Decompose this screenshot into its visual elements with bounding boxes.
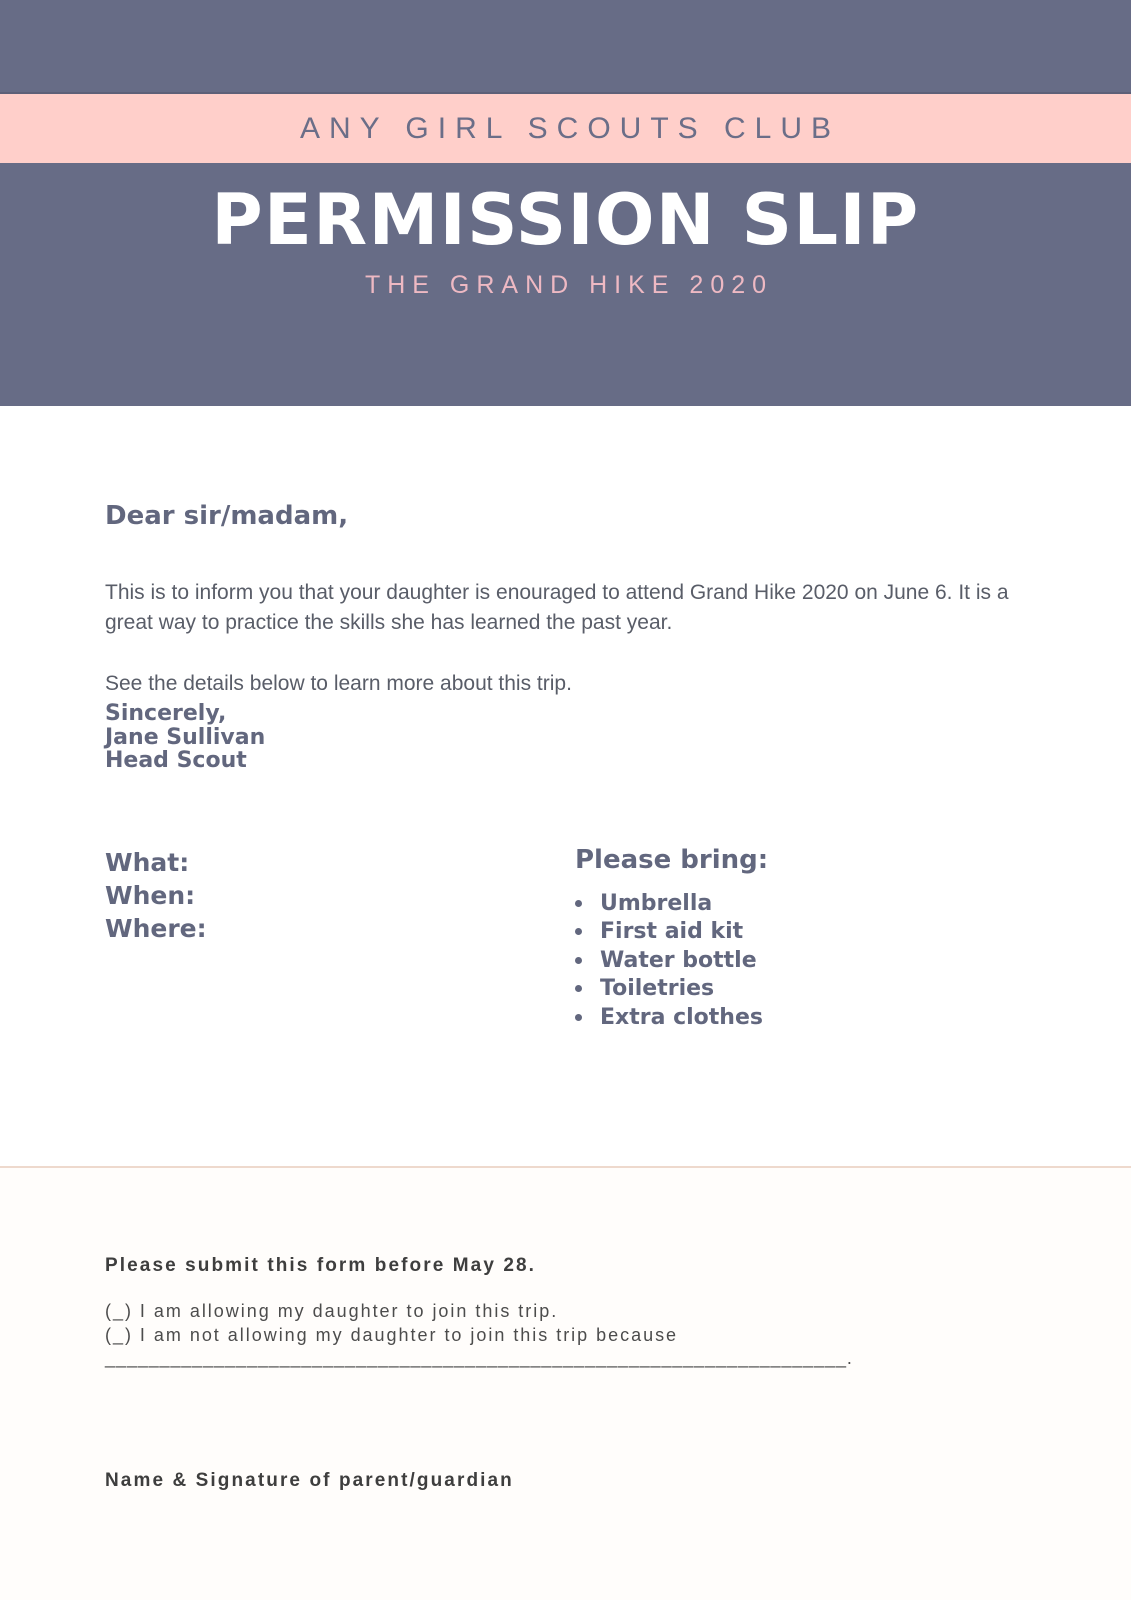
bring-item-label: Water bottle	[600, 947, 757, 973]
form-section-background	[0, 1168, 1131, 1600]
bullet-icon	[575, 985, 582, 992]
bring-item-label: Umbrella	[600, 890, 713, 916]
reason-blank-line: ____________________________________________________________________.	[105, 1348, 853, 1368]
page-subtitle: THE GRAND HIKE 2020	[364, 271, 774, 299]
list-item	[575, 918, 768, 947]
header-top-band	[0, 0, 1131, 94]
signature-label: Name & Signature of parent/guardian	[105, 1470, 514, 1491]
closing-word: Sincerely,	[105, 701, 227, 726]
bullet-icon	[575, 957, 582, 964]
detail-label-when: When:	[105, 881, 196, 910]
bullet-icon	[575, 928, 582, 935]
salutation: Dear sir/madam,	[105, 501, 349, 531]
deadline-note: Please submit this form before May 28.	[105, 1255, 537, 1276]
section-divider	[0, 1166, 1131, 1168]
club-name: ANY GIRL SCOUTS CLUB	[299, 111, 841, 145]
bring-item-label: Toiletries	[600, 976, 715, 1002]
detail-label-where: Where:	[105, 914, 207, 943]
please-bring-list	[575, 889, 768, 1032]
list-item	[575, 946, 768, 975]
please-bring-column	[575, 845, 768, 1032]
list-item	[575, 975, 768, 1004]
bullet-icon	[575, 900, 582, 907]
signature-role: Head Scout	[105, 748, 247, 773]
header-main-band	[0, 163, 1131, 406]
bullet-icon	[575, 1014, 582, 1021]
closing-block	[105, 702, 265, 773]
bring-item-label: Extra clothes	[600, 1004, 763, 1030]
trip-detail-labels	[105, 846, 207, 945]
club-banner	[0, 94, 1131, 163]
please-bring-heading: Please bring:	[575, 845, 769, 875]
consent-option-allow: (_) I am allowing my daughter to join this trip.	[105, 1301, 559, 1321]
page-title: PERMISSION SLIP	[211, 179, 920, 261]
consent-options	[105, 1300, 678, 1347]
list-item	[575, 889, 768, 918]
consent-option-disallow: (_) I am not allowing my daughter to join this trip because	[105, 1324, 679, 1345]
detail-label-what: What:	[105, 848, 190, 877]
bring-item-label: First aid kit	[600, 919, 744, 945]
signature-name: Jane Sullivan	[105, 724, 266, 750]
letter-paragraph-2: See the details below to learn more about this trip.	[105, 672, 572, 695]
letter-paragraph-1: This is to inform you that your daughter is enouraged to attend Grand Hike 2020 on June 6. It is a great way to practice the skills she has learned the past year.	[105, 581, 1009, 634]
list-item	[575, 1003, 768, 1032]
